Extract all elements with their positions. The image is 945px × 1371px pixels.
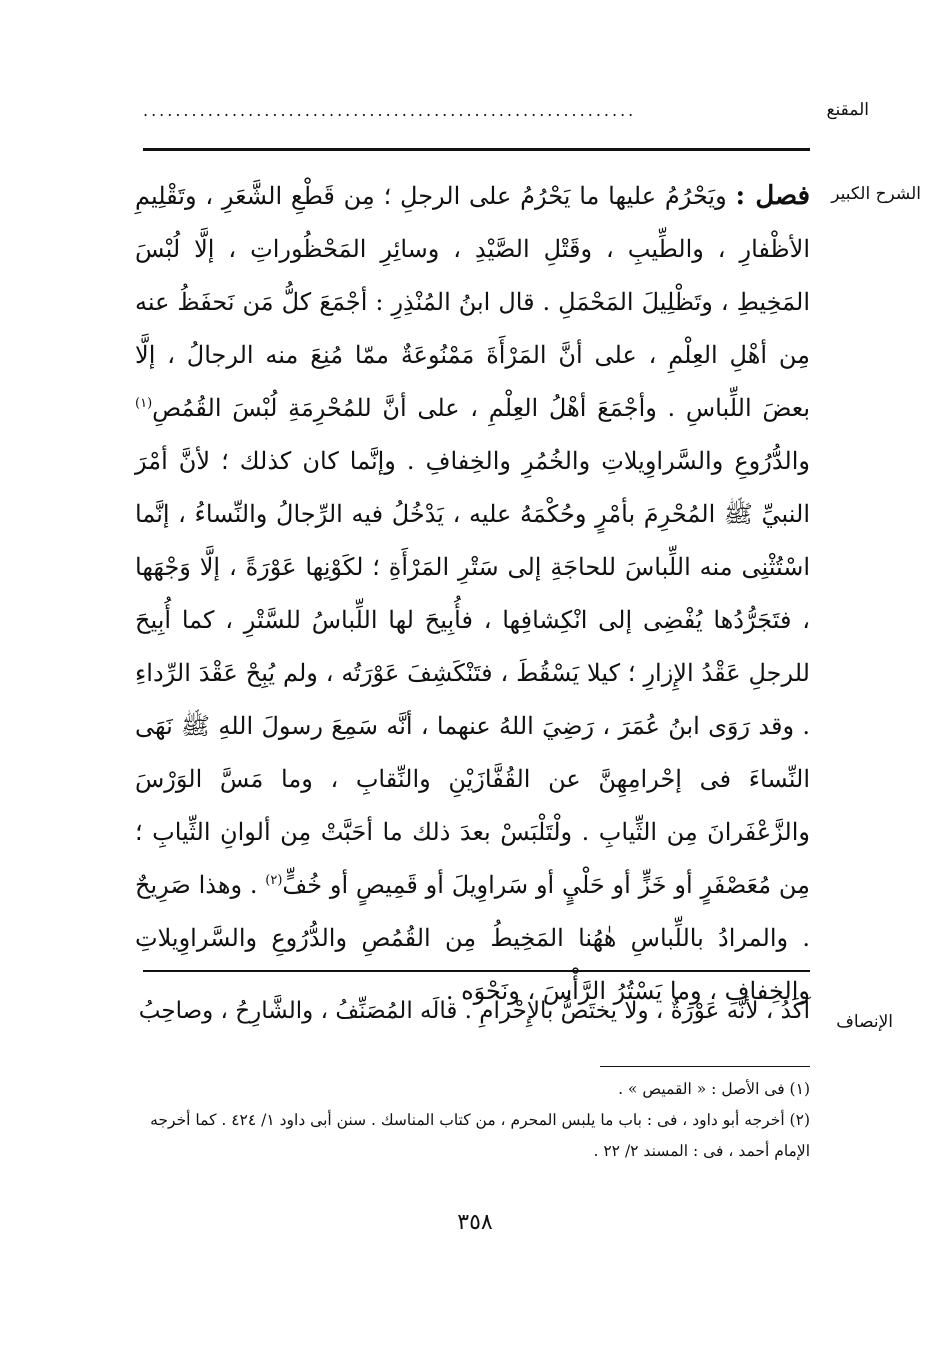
footnote-1: (١) فى الأصل : « القميص » . [618, 1080, 810, 1098]
section-label-sharh: الشرح الكبير [831, 184, 921, 204]
page-number: ٣٥٨ [457, 1210, 493, 1235]
dotted-separator: ............................................................. [143, 104, 637, 118]
middle-rule [143, 970, 810, 972]
section-label-insaf: الإنصاف [836, 1012, 893, 1032]
footnotes [135, 1074, 810, 1167]
section-heading: فصل : [735, 181, 811, 211]
sharh-text-part-1: ويَحْرُمُ عليها ما يَحْرُمُ على الرجلِ ؛ مِن قَطْعِ الشَّعَرِ ، وتَقْلِيمِ الأظْفارِ ، والطِّيبِ ، وقَتْلِ الصَّيْدِ ، وسائِرِ المَحْظُوراتِ ، إلَّا لُبْسَ المَخِيطِ ، وتَظْلِيلَ المَحْمَلِ . قال ابنُ المُنْذِرِ : أجْمَعَ كلُّ مَن نَحفَظُ عنه مِن أهْلِ العِلْمِ ، على أنَّ المَرْأَةَ مَمْنُوعَةٌ ممّا مُنِعَ منه الرجالُ ، إلَّا بعضَ اللِّباسِ . وأجْمَعَ أهْلُ العِلْمِ ، على أنَّ للمُحْرِمَةِ لُبْسَ القُمُصِ [135, 182, 810, 422]
book-label-muqni: المقنع [826, 100, 869, 120]
sharh-text-part-2: والدُّرُوعِ والسَّراوِيلاتِ والخُمُرِ والخِفافِ . وإنَّما كان كذلك ؛ لأنَّ أمْرَ النبيِّ ﷺ المُحْرِمَ بأمْرٍ وحُكْمَهُ عليه ، يَدْخُلُ فيه الرِّجالُ والنِّساءُ ، إنَّما اسْتُثْنِى منه اللِّباسَ للحاجَةِ إلى سَتْرِ المَرْأَةِ ؛ لكَوْنِها عَوْرَةً ، إلَّا وَجْهَها ، فتَجَرُّدُها يُفْضِى إلى انْكِشافِها ، فأُبِيحَ لها اللِّباسُ للسَّتْرِ ، كما أُبِيحَ للرجلِ عَقْدُ الإِزارِ ؛ كيلا يَسْقُطَ ، فتَنْكَشِفَ عَوْرَتُه ، ولم يُبِحْ عَقْدَ الرِّداءِ . وقد رَوَى ابنُ عُمَرَ ، رَضِيَ اللهُ عنهما ، أنَّه سَمِعَ رسولَ اللهِ ﷺ نَهَى النِّساءَ فى إحْرامِهِنَّ عن القُفَّازَيْنِ والنِّقابِ ، وما مَسَّ الوَرْسَ والزَّعْفَرانَ مِن الثِّيابِ . ولْتَلْبَسْ بعدَ ذلك ما أحَبَّتْ مِن ألوانِ الثِّيابِ ؛ مِن مُعَصْفَرٍ أو خَزٍّ أو حَلْيٍ أو سَراوِيلَ أو قَمِيصٍ أو خُفٍّ [135, 447, 810, 899]
footnote-ref-2[interactable]: (٢) [265, 873, 283, 888]
sharh-body-text [135, 170, 810, 1018]
footnote-ref-1[interactable]: (١) [135, 396, 153, 411]
footnote-2: (٢) أخرجه أبو داود ، فى : باب ما يلبس المحرم ، من كتاب المناسك . سنن أبى داود ١/ ٤٢٤ . كما أخرجه الإمام أحمد ، فى : المسند ٢/ ٢٢ . [150, 1111, 810, 1160]
top-rule [143, 148, 810, 151]
footnote-rule [600, 1066, 810, 1067]
insaf-body-text: آكَدُ ، لأنَّه عَوْرَةٌ ، ولا يختَصُّ بالإِحْرامِ . قالَه المُصَنِّفُ ، والشَّارِحُ ، وصاحِبُ [138, 998, 810, 1024]
sharh-text-part-3: . وهذا صَرِيحٌ . والمرادُ باللِّباسِ هٰهُنا المَخِيطُ مِن القُمُصِ والدُّرُوعِ والسَّراوِيلاتِ والخِفافِ ، وما يَسْتُرُ الرَّأْسَ ، ونَحْوَه . [135, 871, 810, 1005]
